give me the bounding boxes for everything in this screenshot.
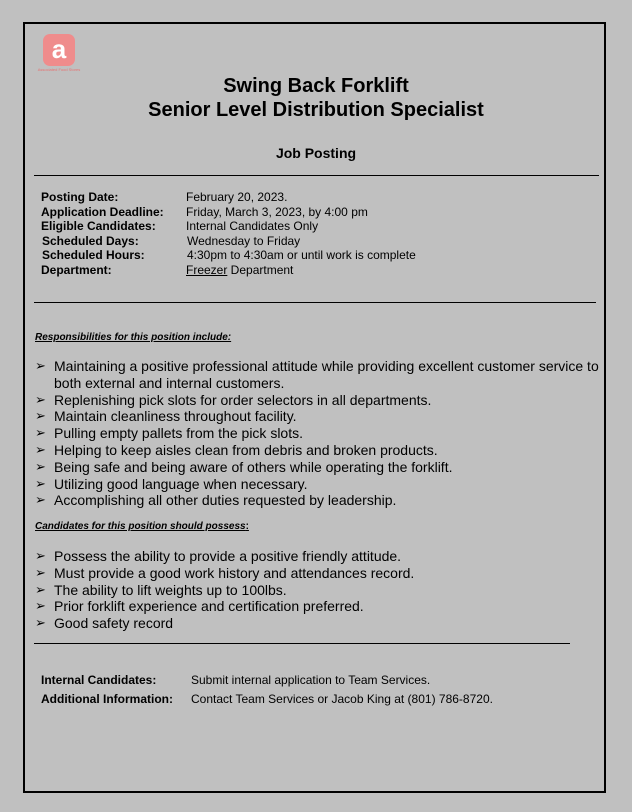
subtitle: Job Posting — [275, 145, 357, 161]
company-logo: a — [43, 34, 75, 66]
list-item: ➢ Accomplishing all other duties requested by leadership. — [35, 492, 397, 509]
responsibilities-heading: Responsibilities for this position include: — [35, 332, 232, 343]
title-line-1: Swing Back Forklift — [223, 75, 409, 97]
list-item: ➢ Utilizing good language when necessary. — [35, 475, 308, 492]
qualifications-list — [35, 548, 595, 632]
details-table — [41, 190, 416, 277]
footer-row-internal: Internal Candidates: Submit internal application to Team Services. — [41, 673, 431, 687]
detail-row-hours: Scheduled Hours: 4:30pm to 4:30am or until work is complete — [42, 248, 416, 262]
footer-info — [41, 671, 493, 709]
list-item: ➢ Maintain cleanliness throughout facility. — [35, 408, 297, 425]
footer-row-additional: Additional Information: Contact Team Services or Jacob King at (801) 786-8720. — [41, 692, 493, 706]
qualifications-heading: Candidates for this position should possess: — [35, 521, 249, 532]
list-item: ➢ Must provide a good work history and attendances record. — [35, 564, 415, 581]
title-line-2: Senior Level Distribution Specialist — [148, 99, 484, 121]
list-item: ➢ Helping to keep aisles clean from debris and broken products. — [35, 441, 438, 458]
list-item: ➢ The ability to lift weights up to 100lbs. — [35, 581, 287, 598]
detail-row-deadline: Application Deadline: Friday, March 3, 2023, by 4:00 pm — [41, 204, 368, 219]
list-item: ➢ Good safety record — [35, 615, 174, 632]
detail-row-days: Scheduled Days: Wednesday to Friday — [42, 233, 301, 248]
divider-mid — [34, 302, 596, 303]
responsibilities-list — [35, 358, 603, 509]
list-item: ➢ Replenishing pick slots for order selectors in all departments. — [35, 391, 432, 408]
list-item: ➢ Pulling empty pallets from the pick slots. — [35, 425, 303, 442]
divider-top — [34, 175, 599, 176]
detail-row-eligible: Eligible Candidates: Internal Candidates Only — [41, 219, 319, 233]
list-item: ➢ Being safe and being aware of others while operating the forklift. — [35, 458, 453, 475]
list-item: ➢ Maintaining a positive professional attitude while providing excellent customer service to both external and internal customers. — [35, 358, 599, 391]
list-item: ➢ Prior forklift experience and certification preferred. — [35, 598, 364, 615]
logo-caption: Associated Food Stores — [37, 67, 81, 72]
detail-row-posting-date: Posting Date: February 20, 2023. — [41, 190, 288, 204]
divider-bottom — [34, 643, 570, 644]
list-item: ➢ Possess the ability to provide a positive friendly attitude. — [35, 548, 402, 564]
detail-row-department: Department: Freezer Department — [41, 262, 294, 277]
